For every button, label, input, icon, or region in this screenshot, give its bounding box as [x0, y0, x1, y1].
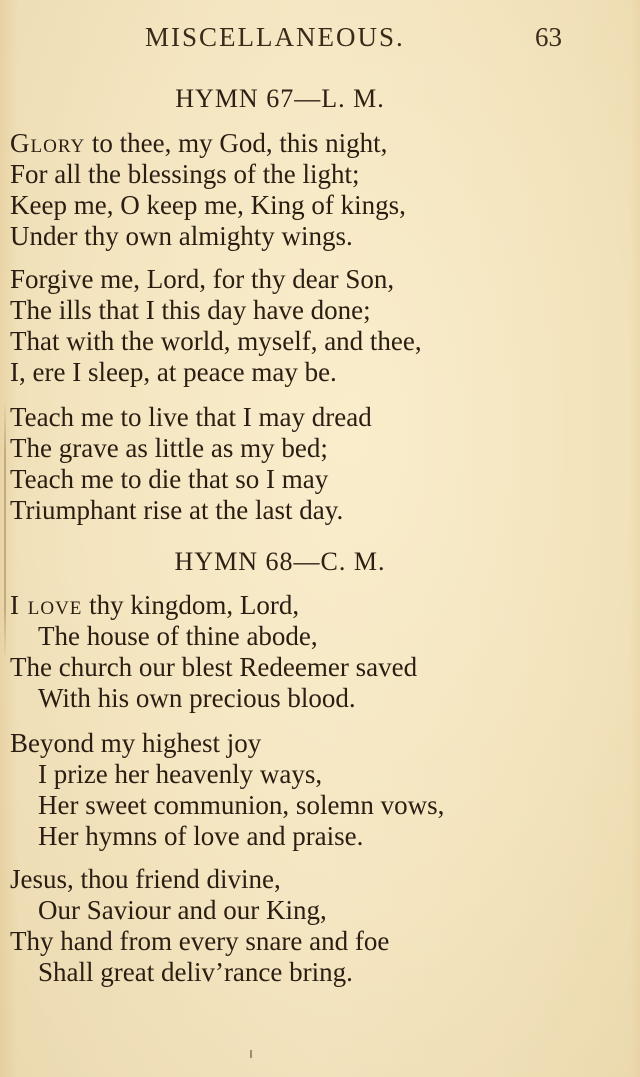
verse-lead-word: I love: [10, 590, 83, 620]
hymn-67-stanza-3: [10, 402, 570, 526]
verse-line: For all the blessings of the light;: [10, 159, 360, 189]
verse-line: Triumphant rise at the last day.: [10, 495, 344, 525]
hymn-68-stanza-2: [10, 728, 570, 852]
verse-line: The house of thine abode,: [38, 621, 318, 651]
verse-line: With his own precious blood.: [38, 683, 356, 713]
verse-line: The ills that I this day have done;: [10, 295, 371, 325]
verse-line: Forgive me, Lord, for thy dear Son,: [10, 264, 395, 294]
verse-line: Under thy own almighty wings.: [10, 221, 353, 251]
verse-line: The church our blest Redeemer saved: [10, 652, 418, 682]
page-number: 63: [535, 22, 562, 52]
verse-lead-word: Glory: [10, 128, 86, 158]
verse-line: The grave as little as my bed;: [10, 433, 328, 463]
verse-line: Thy hand from every snare and foe: [10, 926, 390, 956]
hymn-68-title: HYMN 68—C. M.: [174, 547, 386, 576]
verse-line: Her sweet communion, solemn vows,: [38, 790, 445, 820]
verse-line: Her hymns of love and praise.: [38, 821, 364, 851]
verse-line: Teach me to live that I may dread: [10, 402, 372, 432]
verse-line: I prize her heavenly ways,: [38, 759, 323, 789]
verse-line: Teach me to die that so I may: [10, 464, 329, 494]
hymn-68-stanza-1: [10, 590, 570, 714]
verse-line: [10, 128, 570, 159]
hymn-67-stanza-2: [10, 264, 570, 388]
verse-line: [10, 590, 570, 621]
hymn-68-stanza-3: [10, 864, 570, 988]
verse-line: Our Saviour and our King,: [38, 895, 327, 925]
verse-line: Shall great deliv’rance bring.: [38, 957, 353, 987]
verse-line: Jesus, thou friend divine,: [10, 864, 281, 894]
verse-line: Keep me, O keep me, King of kings,: [10, 190, 406, 220]
ink-speck: [250, 1050, 252, 1058]
verse-line-rest: thy kingdom, Lord,: [82, 590, 300, 620]
hymn-67-stanza-1: [10, 128, 570, 252]
verse-line-rest: to thee, my God, this night,: [85, 128, 388, 158]
verse-line: That with the world, myself, and thee,: [10, 326, 422, 356]
verse-line: I, ere I sleep, at peace may be.: [10, 357, 337, 387]
running-header-title: MISCELLANEOUS.: [145, 22, 405, 52]
page-gutter-shadow: [4, 400, 6, 660]
verse-line: Beyond my highest joy: [10, 728, 262, 758]
hymn-67-title: HYMN 67—L. M.: [175, 84, 385, 113]
